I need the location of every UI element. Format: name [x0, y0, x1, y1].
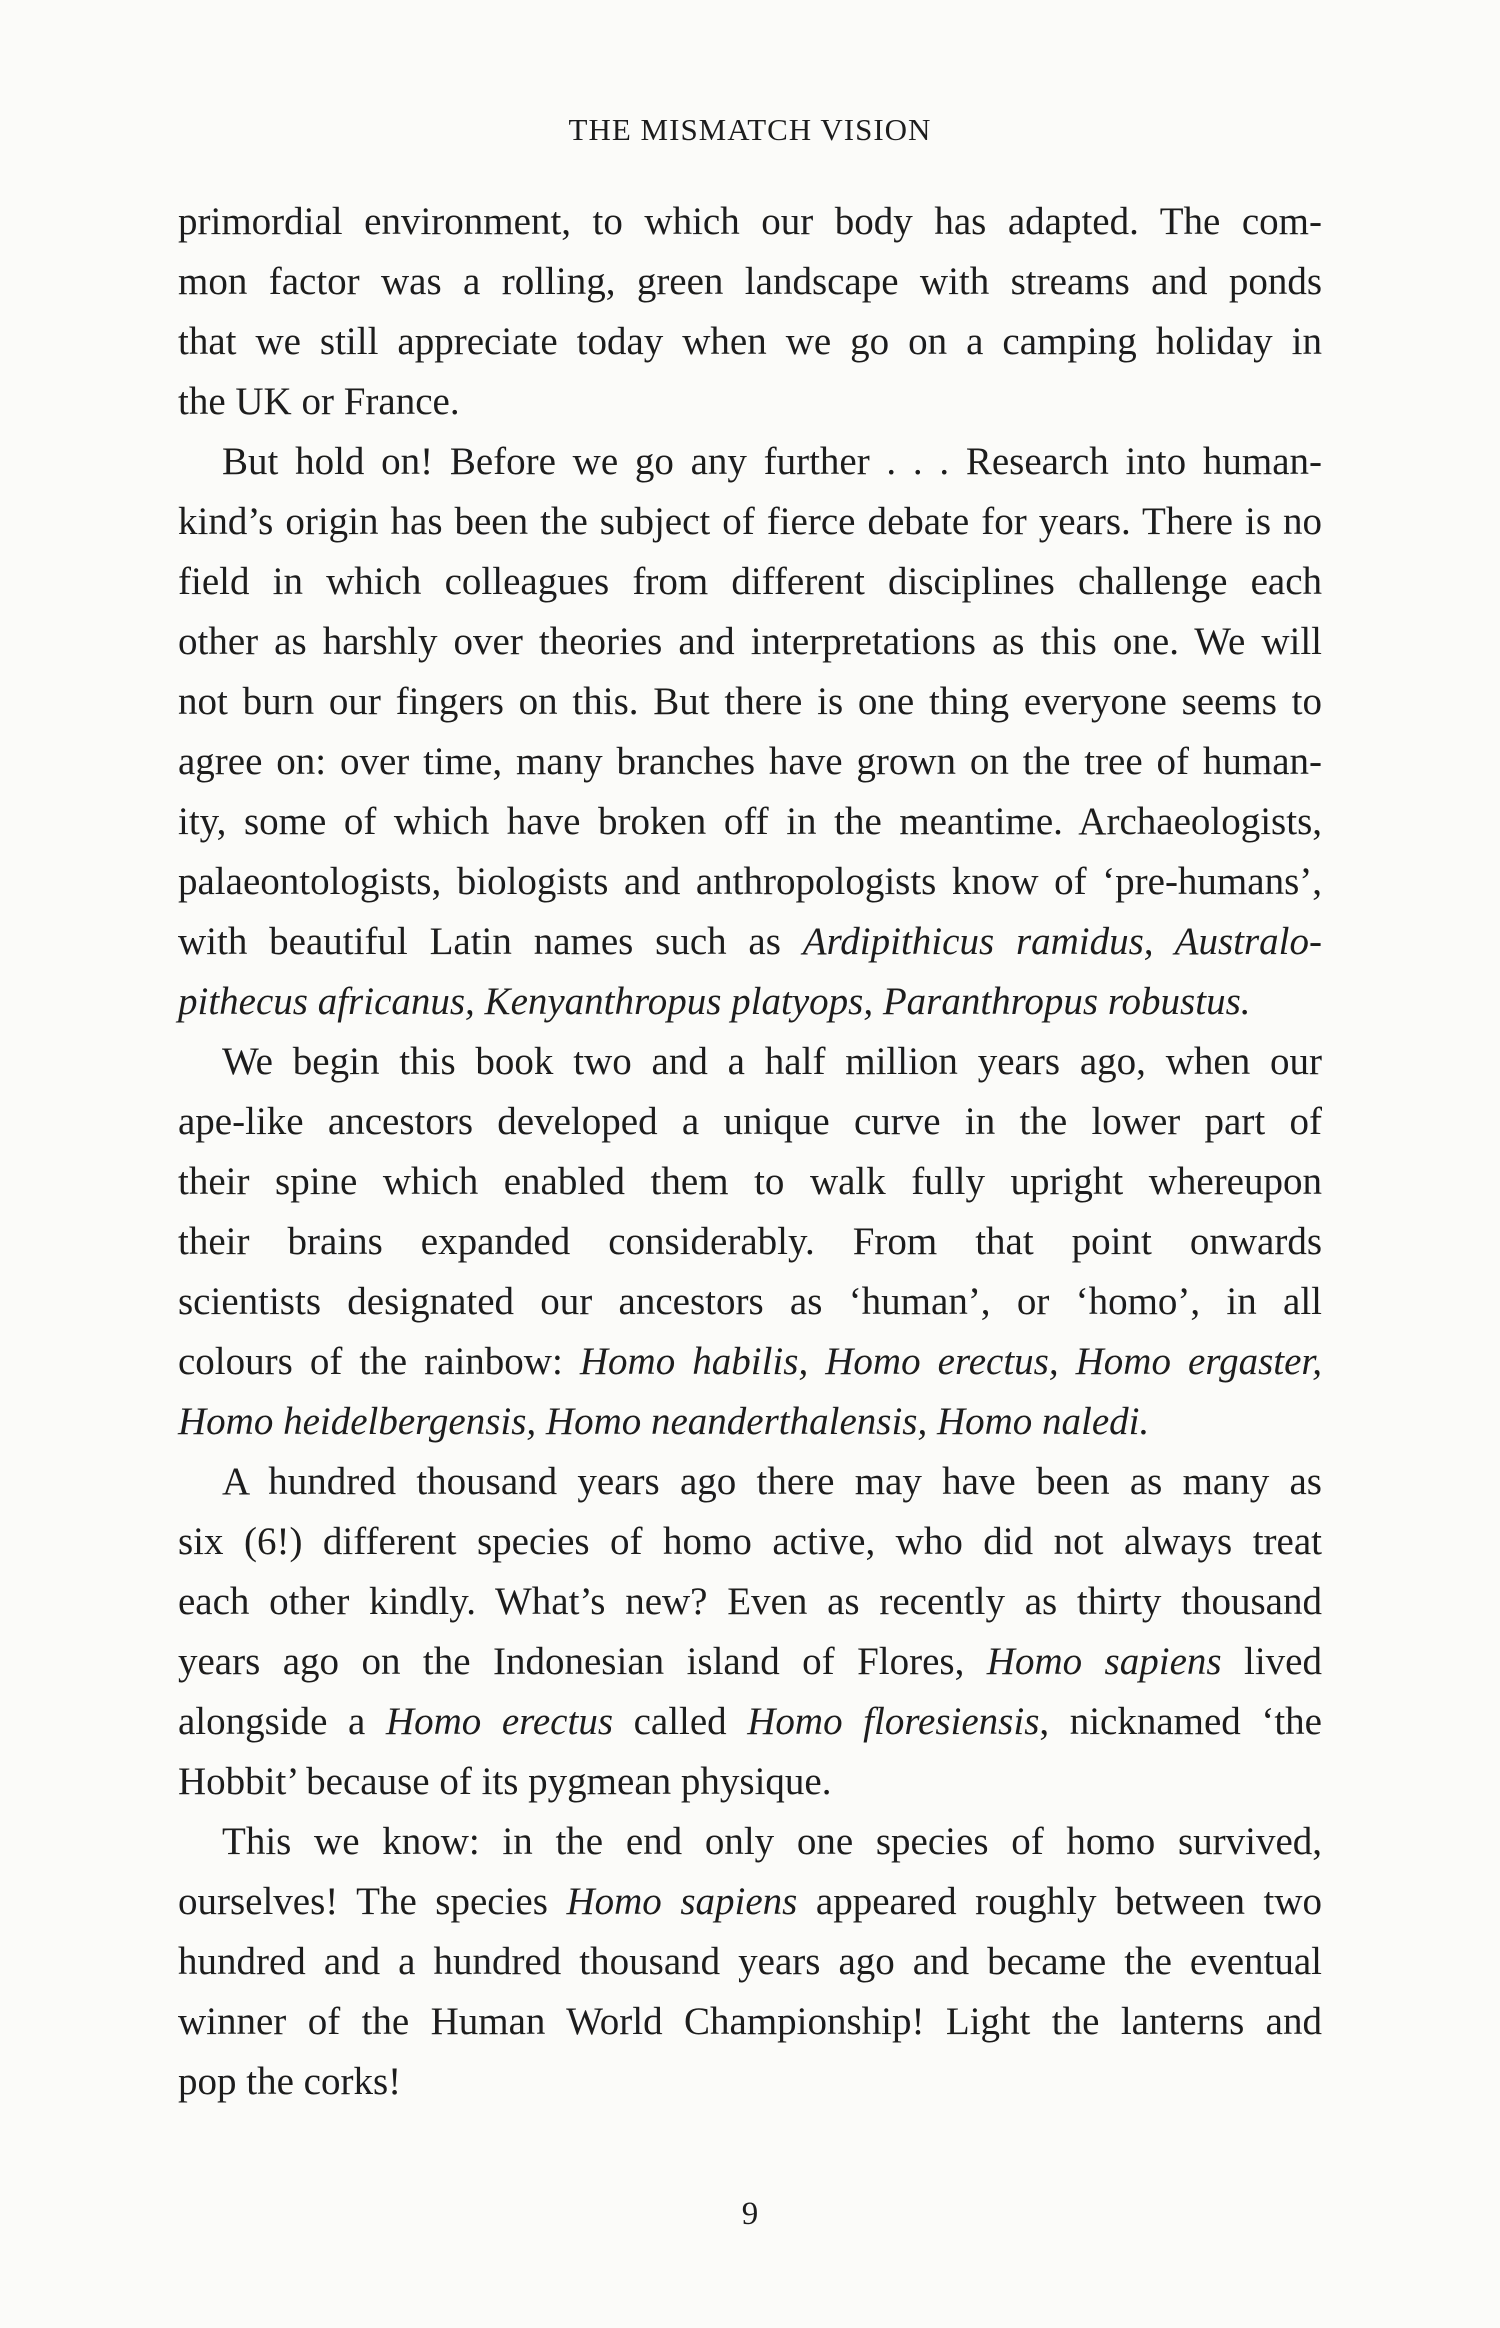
text-run: palaeontologists, biologists and anthropologists know of ‘pre-humans’,	[178, 860, 1322, 903]
text-run: with beautiful Latin names such as	[178, 920, 803, 963]
text-run: primordial environment, to which our body has adapted. The com-	[178, 200, 1322, 243]
text-line	[178, 1512, 1322, 1572]
text-run: ity, some of which have broken off in the meantime. Archaeologists,	[178, 800, 1322, 843]
text-run: years ago on the Indonesian island of Flores,	[178, 1640, 987, 1683]
italic-text: Homo erectus	[385, 1700, 613, 1743]
text-line	[178, 2052, 1322, 2112]
text-run: A hundred thousand years ago there may have been as many as	[222, 1460, 1322, 1503]
text-line	[178, 1812, 1322, 1872]
paragraph	[178, 192, 1322, 432]
italic-text: Homo sapiens	[986, 1640, 1222, 1683]
text-run: six (6!) different species of homo active, who did not always treat	[178, 1520, 1322, 1563]
text-line	[178, 1572, 1322, 1632]
italic-text: Homo sapiens	[566, 1880, 798, 1923]
text-run: field in which colleagues from different disciplines challenge each	[178, 560, 1322, 603]
text-run: hundred and a hundred thousand years ago and became the eventual	[178, 1940, 1322, 1983]
text-line	[178, 672, 1322, 732]
page-number: 9	[741, 2196, 759, 2232]
text-line	[178, 1872, 1322, 1932]
text-run: other as harshly over theories and interpretations as this one. We will	[178, 620, 1322, 663]
text-run: each other kindly. What’s new? Even as recently as thirty thousand	[178, 1580, 1322, 1623]
body-text	[178, 192, 1322, 2112]
text-line	[178, 1092, 1322, 1152]
text-line	[178, 612, 1322, 672]
text-line	[178, 312, 1322, 372]
paragraph	[178, 432, 1322, 1032]
text-line	[178, 1032, 1322, 1092]
text-run: This we know: in the end only one species of homo survived,	[222, 1820, 1322, 1863]
text-line	[178, 1332, 1322, 1392]
text-line	[178, 1272, 1322, 1332]
text-line	[178, 1452, 1322, 1512]
text-run: mon factor was a rolling, green landscape with streams and ponds	[178, 260, 1322, 303]
text-line	[178, 372, 1322, 432]
text-line	[178, 912, 1322, 972]
text-line	[178, 1152, 1322, 1212]
text-line	[178, 972, 1322, 1032]
text-run: ourselves! The species	[178, 1880, 567, 1923]
paragraph	[178, 1032, 1322, 1452]
text-run: Hobbit’ because of its pygmean physique.	[178, 1760, 832, 1803]
italic-text: Homo heidelbergensis, Homo neanderthalensis, Homo naledi.	[178, 1400, 1150, 1443]
text-run: colours of the rainbow:	[178, 1340, 580, 1383]
text-run: , nicknamed ‘the	[1039, 1700, 1322, 1743]
text-run: But hold on! Before we go any further . . . Research into human-	[222, 440, 1322, 483]
text-run: not burn our fingers on this. But there is one thing everyone seems to	[178, 680, 1322, 723]
text-run: pop the corks!	[178, 2060, 402, 2103]
text-line	[178, 432, 1322, 492]
text-line	[178, 1752, 1322, 1812]
text-run: appeared roughly between two	[797, 1880, 1322, 1923]
text-line	[178, 252, 1322, 312]
text-line	[178, 1392, 1322, 1452]
text-line	[178, 1632, 1322, 1692]
text-run: their brains expanded considerably. From that point onwards	[178, 1220, 1322, 1263]
text-line	[178, 792, 1322, 852]
text-line	[178, 732, 1322, 792]
text-line	[178, 1932, 1322, 1992]
text-run: ape-like ancestors developed a unique curve in the lower part of	[178, 1100, 1322, 1143]
text-run: the UK or France.	[178, 380, 460, 423]
text-line	[178, 1212, 1322, 1272]
text-line	[178, 492, 1322, 552]
italic-text: Homo habilis, Homo erectus, Homo ergaster,	[579, 1340, 1323, 1383]
italic-text: Ardipithicus ramidus, Australo-	[802, 920, 1322, 963]
text-run: agree on: over time, many branches have grown on the tree of human-	[178, 740, 1322, 783]
text-run: that we still appreciate today when we go on a camping holiday in	[178, 320, 1322, 363]
text-run: alongside a	[178, 1700, 386, 1743]
running-head: THE MISMATCH VISION	[568, 112, 932, 147]
text-run: winner of the Human World Championship! Light the lanterns and	[178, 2000, 1322, 2043]
text-line	[178, 552, 1322, 612]
text-run: their spine which enabled them to walk fully upright whereupon	[178, 1160, 1322, 1203]
italic-text: Homo floresiensis	[747, 1700, 1040, 1743]
text-line	[178, 192, 1322, 252]
paragraph	[178, 1812, 1322, 2112]
text-line	[178, 852, 1322, 912]
text-run: scientists designated our ancestors as ‘human’, or ‘homo’, in all	[178, 1280, 1322, 1323]
text-run: lived	[1221, 1640, 1322, 1683]
text-run: We begin this book two and a half million years ago, when our	[222, 1040, 1322, 1083]
text-line	[178, 1992, 1322, 2052]
paragraph	[178, 1452, 1322, 1812]
italic-text: pithecus africanus, Kenyanthropus platyops, Paranthropus robustus.	[178, 980, 1251, 1023]
text-run: kind’s origin has been the subject of fierce debate for years. There is no	[178, 500, 1322, 543]
text-run: called	[613, 1700, 748, 1743]
text-line	[178, 1692, 1322, 1752]
